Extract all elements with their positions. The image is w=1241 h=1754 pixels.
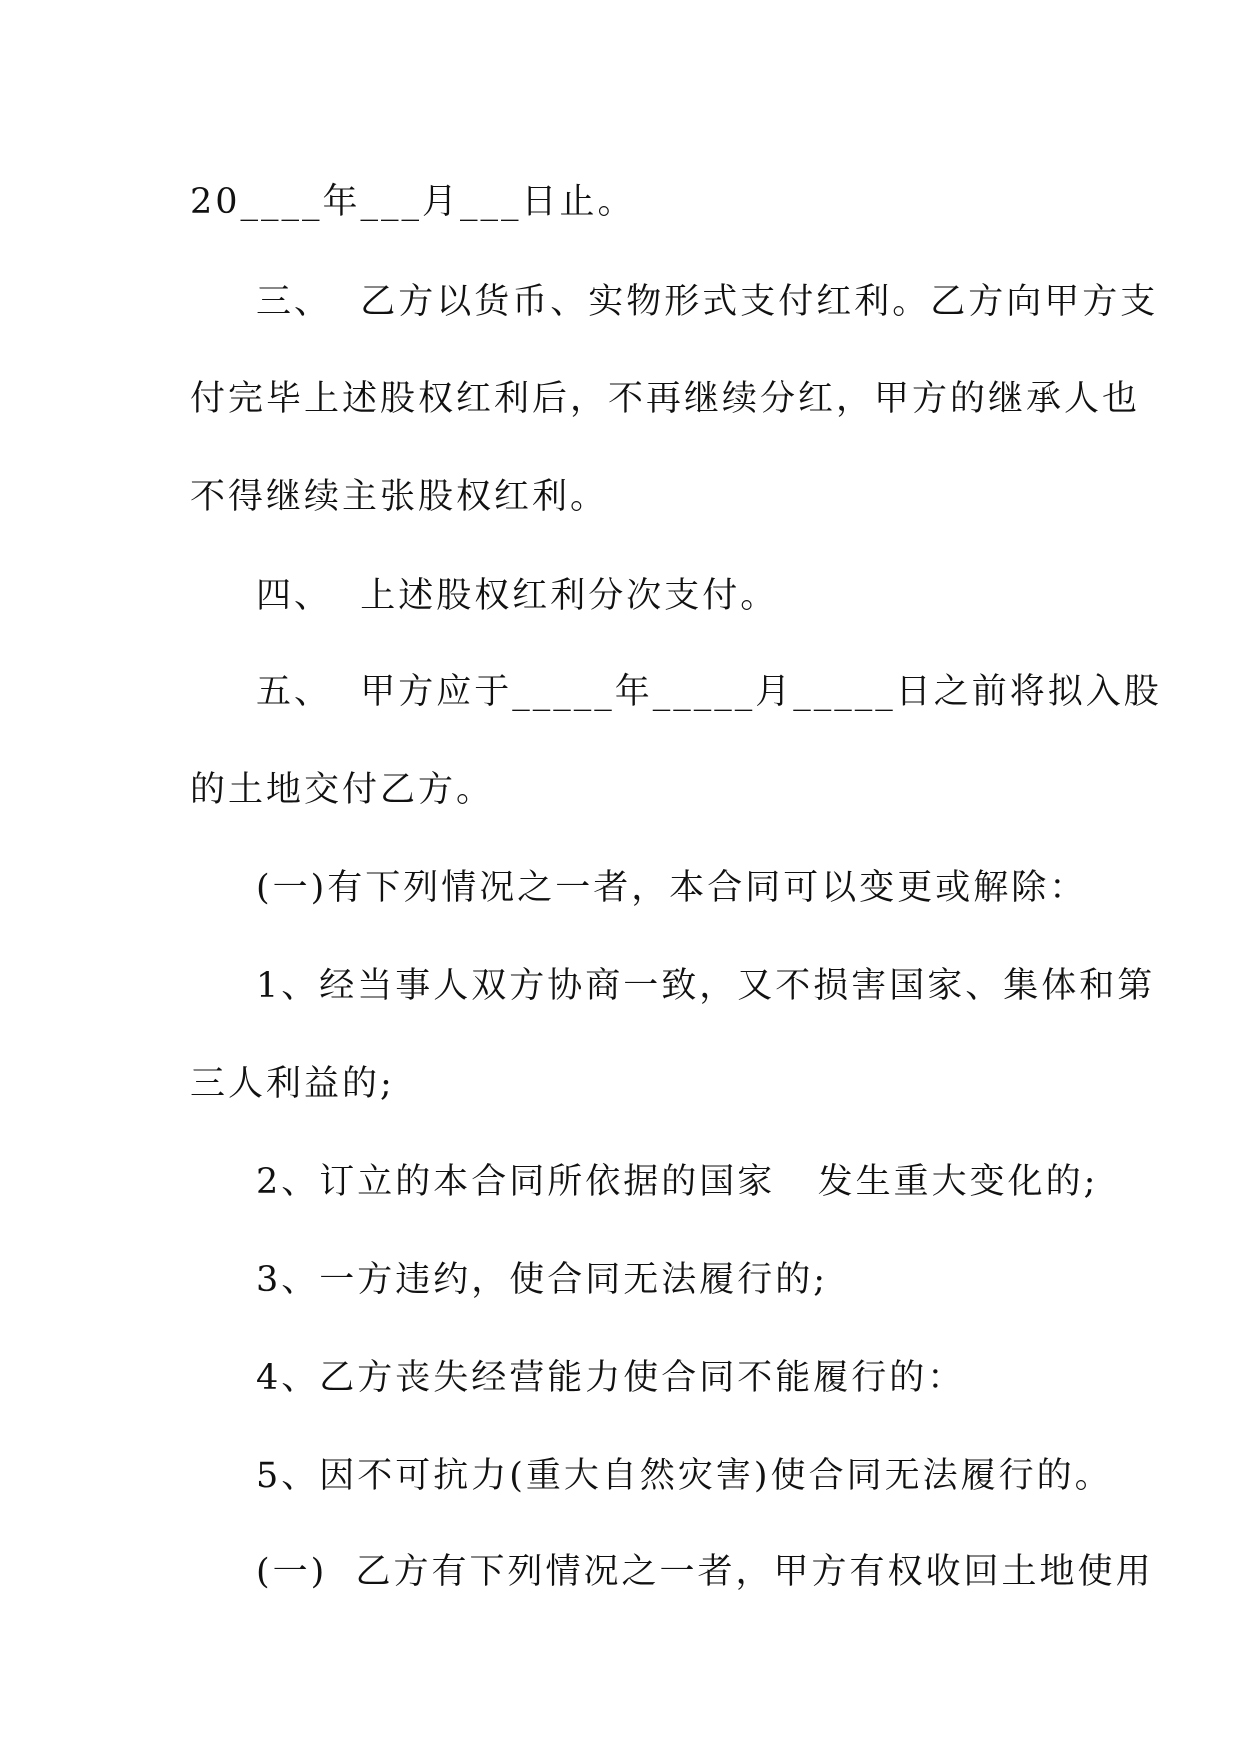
section-reclaim-heading: (一) 乙方有下列情况之一者，甲方有权收回土地使用 bbox=[256, 1552, 1154, 1592]
text-line-date-end: 20____年___月___日止。 bbox=[190, 182, 636, 222]
clause-3-line-2: 付完毕上述股权红利后，不再继续分红，甲方的继承人也 bbox=[190, 379, 1141, 419]
item-2-line: 2、订立的本合同所依据的国家 发生重大变化的; bbox=[256, 1162, 1099, 1202]
item-1-line-1: 1、经当事人双方协商一致，又不损害国家、集体和第 bbox=[256, 966, 1156, 1006]
clause-3-line-3: 不得继续主张股权红利。 bbox=[190, 477, 609, 517]
item-1-line-2: 三人利益的; bbox=[190, 1064, 395, 1104]
item-3-line: 3、一方违约，使合同无法履行的; bbox=[256, 1260, 829, 1300]
item-4-line: 4、乙方丧失经营能力使合同不能履行的： bbox=[256, 1358, 966, 1398]
clause-3-line-1: 三、 乙方以货币、实物形式支付红利。乙方向甲方支 bbox=[256, 282, 1159, 322]
section-change-heading: (一)有下列情况之一者，本合同可以变更或解除： bbox=[256, 868, 1088, 908]
clause-5-line-1: 五、 甲方应于_____年_____月_____日之前将拟入股 bbox=[256, 672, 1162, 712]
item-5-line: 5、因不可抗力(重大自然灾害)使合同无法履行的。 bbox=[256, 1456, 1113, 1496]
clause-4-line: 四、 上述股权红利分次支付。 bbox=[256, 576, 779, 616]
clause-5-line-2: 的土地交付乙方。 bbox=[190, 770, 495, 810]
